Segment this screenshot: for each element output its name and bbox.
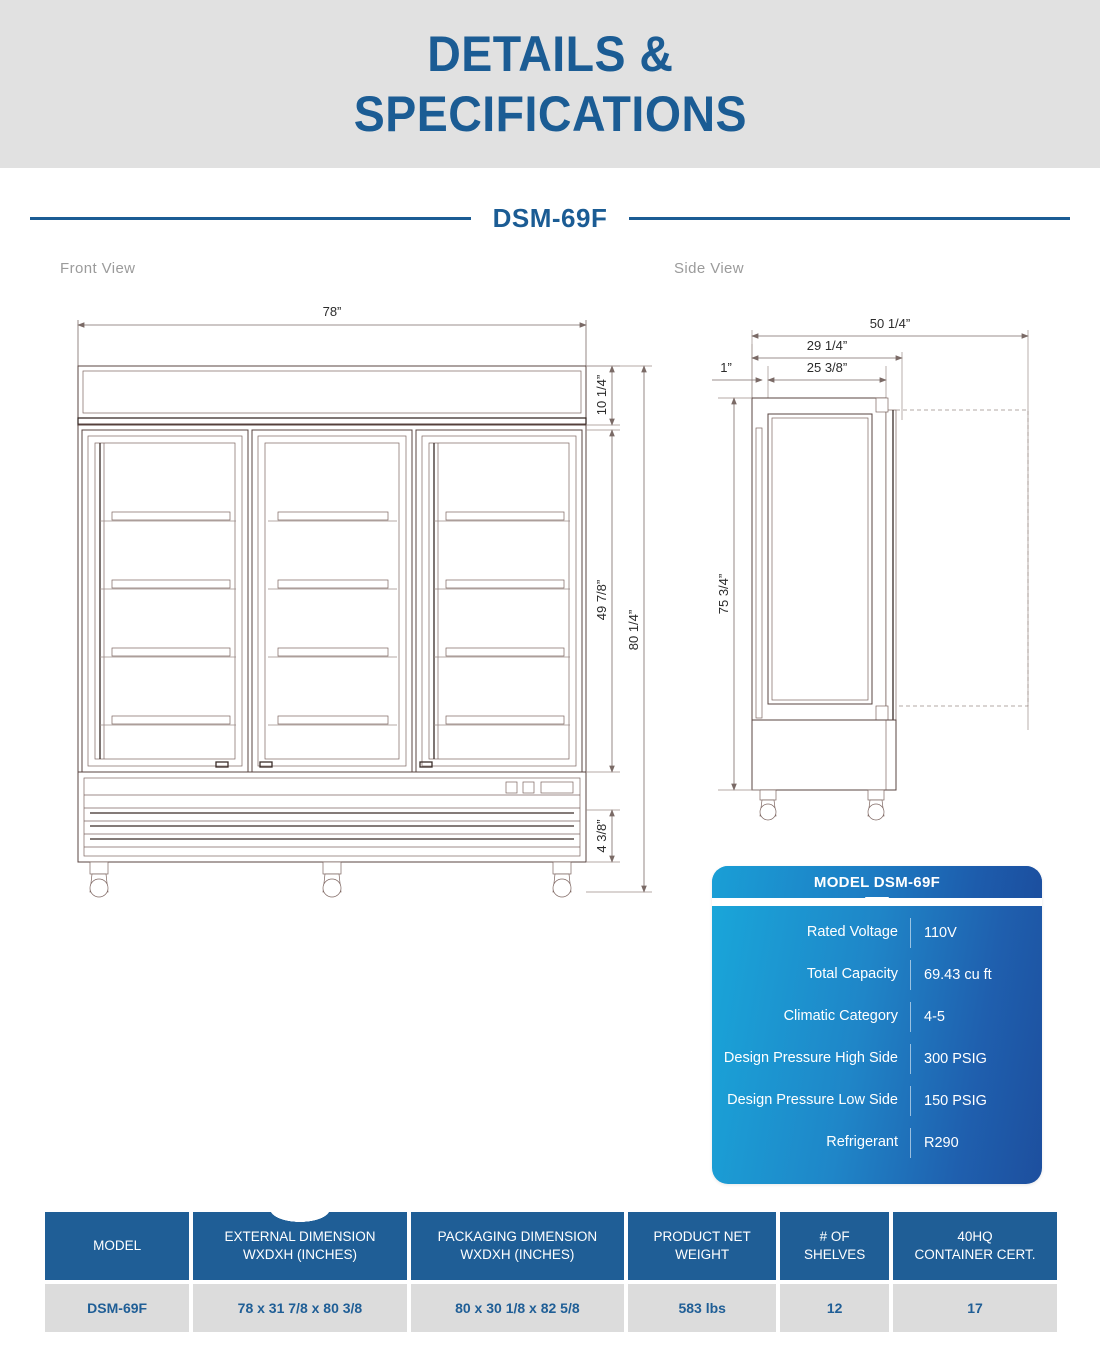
glass-door-section xyxy=(876,398,896,720)
dim-door-label: 49 7/8” xyxy=(594,579,609,621)
table-header-cell: EXTERNAL DIMENSION WXDXH (INCHES) xyxy=(193,1212,406,1280)
base-grille xyxy=(78,772,586,862)
table-cell-external-dimension: 78 x 31 7/8 x 80 3/8 xyxy=(193,1284,406,1332)
spec-key: Rated Voltage xyxy=(806,924,898,941)
side-caster-group xyxy=(760,790,884,820)
caster-center xyxy=(323,862,341,897)
side-view-label: Side View xyxy=(674,260,745,277)
spec-row xyxy=(712,1122,1042,1164)
door-swing-outline xyxy=(896,410,1028,706)
dim-door-height xyxy=(586,430,620,772)
control-button-2 xyxy=(523,782,534,793)
spec-key: Design Pressure Low Side xyxy=(727,1092,898,1109)
door-center xyxy=(252,430,412,772)
side-view-drawing xyxy=(690,300,1070,870)
door-right xyxy=(416,430,582,772)
machine-compartment xyxy=(752,720,896,790)
dim-75-label: 75 3/4” xyxy=(716,573,731,615)
cabinet-cross-section xyxy=(752,398,896,720)
table-cell-model: DSM-69F xyxy=(45,1284,189,1332)
spec-row xyxy=(712,954,1042,996)
door-handle xyxy=(756,428,762,718)
caster-right xyxy=(553,862,571,897)
spec-key: Total Capacity xyxy=(806,966,898,983)
spec-value: 4-5 xyxy=(924,1009,945,1025)
dim-overall-height xyxy=(586,366,652,892)
table-header-row xyxy=(45,1212,1057,1280)
spec-row xyxy=(712,1038,1042,1080)
side-caster-front xyxy=(760,790,776,820)
page-title-line2: SPECIFICATIONS xyxy=(353,86,747,142)
spec-value: 150 PSIG xyxy=(924,1093,987,1109)
dim-canopy-label: 10 1/4” xyxy=(594,374,609,416)
dim-side-interior-depth xyxy=(768,360,886,410)
spec-card-title: MODEL DSM-69F xyxy=(813,873,941,891)
spec-card xyxy=(712,866,1042,1184)
spec-value: 69.43 cu ft xyxy=(924,967,992,983)
dim-25-label: 25 3/8” xyxy=(806,360,848,375)
dim-canopy-height xyxy=(586,366,620,425)
control-display xyxy=(541,782,573,793)
table-cell-packaging-dimension: 80 x 30 1/8 x 82 5/8 xyxy=(411,1284,624,1332)
door-left xyxy=(82,430,248,772)
dim-78-label: 78” xyxy=(322,304,342,319)
spec-key: Climatic Category xyxy=(783,1008,898,1025)
front-view-drawing xyxy=(40,300,670,900)
front-view-label: Front View xyxy=(60,260,136,277)
table-header-cell: PRODUCT NET WEIGHT xyxy=(628,1212,776,1280)
dim-overall-label: 80 1/4” xyxy=(626,609,641,651)
table-cell-net-weight: 583 lbs xyxy=(628,1284,776,1332)
table-header-cell: 40HQ CONTAINER CERT. xyxy=(893,1212,1057,1280)
divider-line-left xyxy=(30,217,471,220)
dim-29-label: 29 1/4” xyxy=(806,338,848,353)
table-cell-container-cert: 17 xyxy=(893,1284,1057,1332)
dim-side-handle-offset xyxy=(712,360,762,380)
dim-50-label: 50 1/4” xyxy=(869,316,911,331)
spec-key: Design Pressure High Side xyxy=(723,1050,898,1067)
table-header-cell: # OF SHELVES xyxy=(780,1212,889,1280)
spec-key: Refrigerant xyxy=(826,1134,898,1151)
dim-1-label: 1” xyxy=(720,360,732,375)
side-caster-rear xyxy=(868,790,884,820)
divider-line-right xyxy=(629,217,1070,220)
canopy-panel xyxy=(78,366,586,425)
dimensions-table xyxy=(45,1212,1057,1332)
caster-left xyxy=(90,862,108,897)
table-header-cell: PACKAGING DIMENSION WXDXH (INCHES) xyxy=(411,1212,624,1280)
page-banner xyxy=(0,0,1100,168)
control-button-1 xyxy=(506,782,517,793)
spec-row xyxy=(712,1080,1042,1122)
spec-value: 300 PSIG xyxy=(924,1051,987,1067)
spec-value: R290 xyxy=(924,1135,959,1151)
dim-base-height xyxy=(586,810,620,862)
table-row xyxy=(45,1284,1057,1332)
table-header-cell: MODEL xyxy=(45,1212,189,1280)
caster-group xyxy=(90,862,571,897)
spec-card-body xyxy=(712,906,1042,1174)
spec-card-header xyxy=(712,866,1042,898)
spec-row xyxy=(712,996,1042,1038)
page-title-line1: DETAILS & xyxy=(426,26,674,82)
spec-row xyxy=(712,912,1042,954)
table-cell-shelves: 12 xyxy=(780,1284,889,1332)
spec-value: 110V xyxy=(924,925,957,941)
model-divider xyxy=(30,198,1070,238)
dim-base-label: 4 3/8” xyxy=(594,819,609,853)
model-name: DSM-69F xyxy=(492,202,608,233)
